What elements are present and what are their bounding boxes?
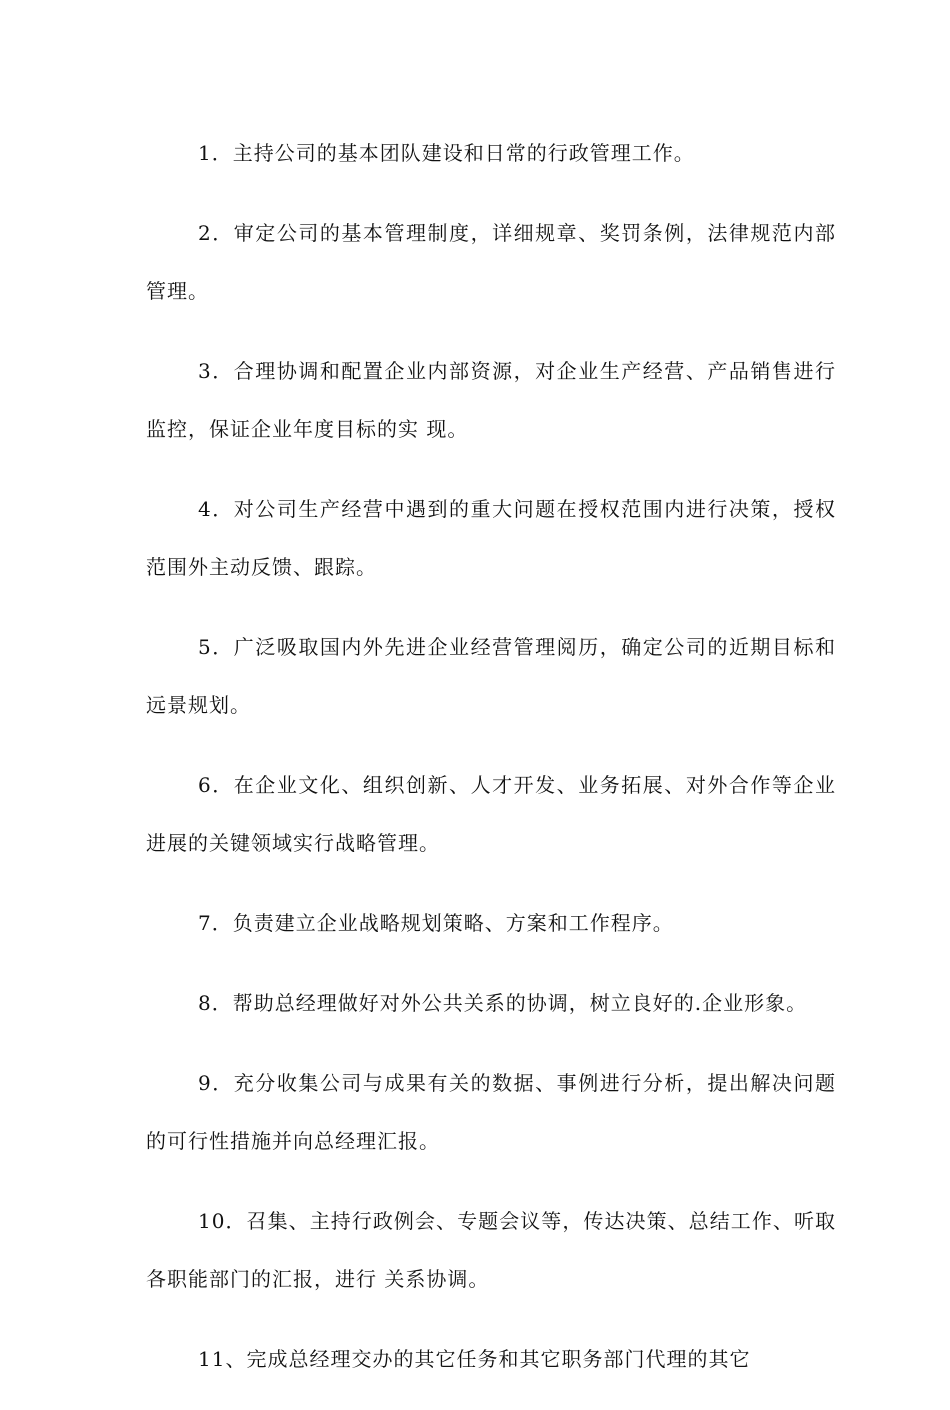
paragraph-7: 7．负责建立企业战略规划策略、方案和工作程序。 [198,911,674,935]
paragraph-11: 11、完成总经理交办的其它任务和其它职务部门代理的其它 [198,1347,751,1371]
paragraph-4: 4．对公司生产经营中遇到的重大问题在授权范围内进行决策，授权范围外主动反馈、跟踪。 [146,497,836,579]
paragraph-2: 2．审定公司的基本管理制度，详细规章、奖罚条例，法律规范内部管理。 [146,221,836,303]
paragraph-10: 10．召集、主持行政例会、专题会议等，传达决策、总结工作、听取各职能部门的汇报，进行 关系协调。 [146,1209,836,1291]
paragraph-1: 1．主持公司的基本团队建设和日常的行政管理工作。 [198,141,695,165]
paragraph-8: 8．帮助总经理做好对外公共关系的协调，树立良好的.企业形象。 [198,991,808,1015]
paragraph-3: 3．合理协调和配置企业内部资源，对企业生产经营、产品销售进行监控，保证企业年度目标的实 现。 [146,359,836,441]
document-body [146,124,836,1410]
paragraph-6: 6．在企业文化、组织创新、人才开发、业务拓展、对外合作等企业进展的关键领域实行战略管理。 [146,773,836,855]
paragraph-5: 5．广泛吸取国内外先进企业经营管理阅历，确定公司的近期目标和远景规划。 [146,635,836,717]
paragraph-9: 9．充分收集公司与成果有关的数据、事例进行分析，提出解决问题的可行性措施并向总经理汇报。 [146,1071,836,1153]
